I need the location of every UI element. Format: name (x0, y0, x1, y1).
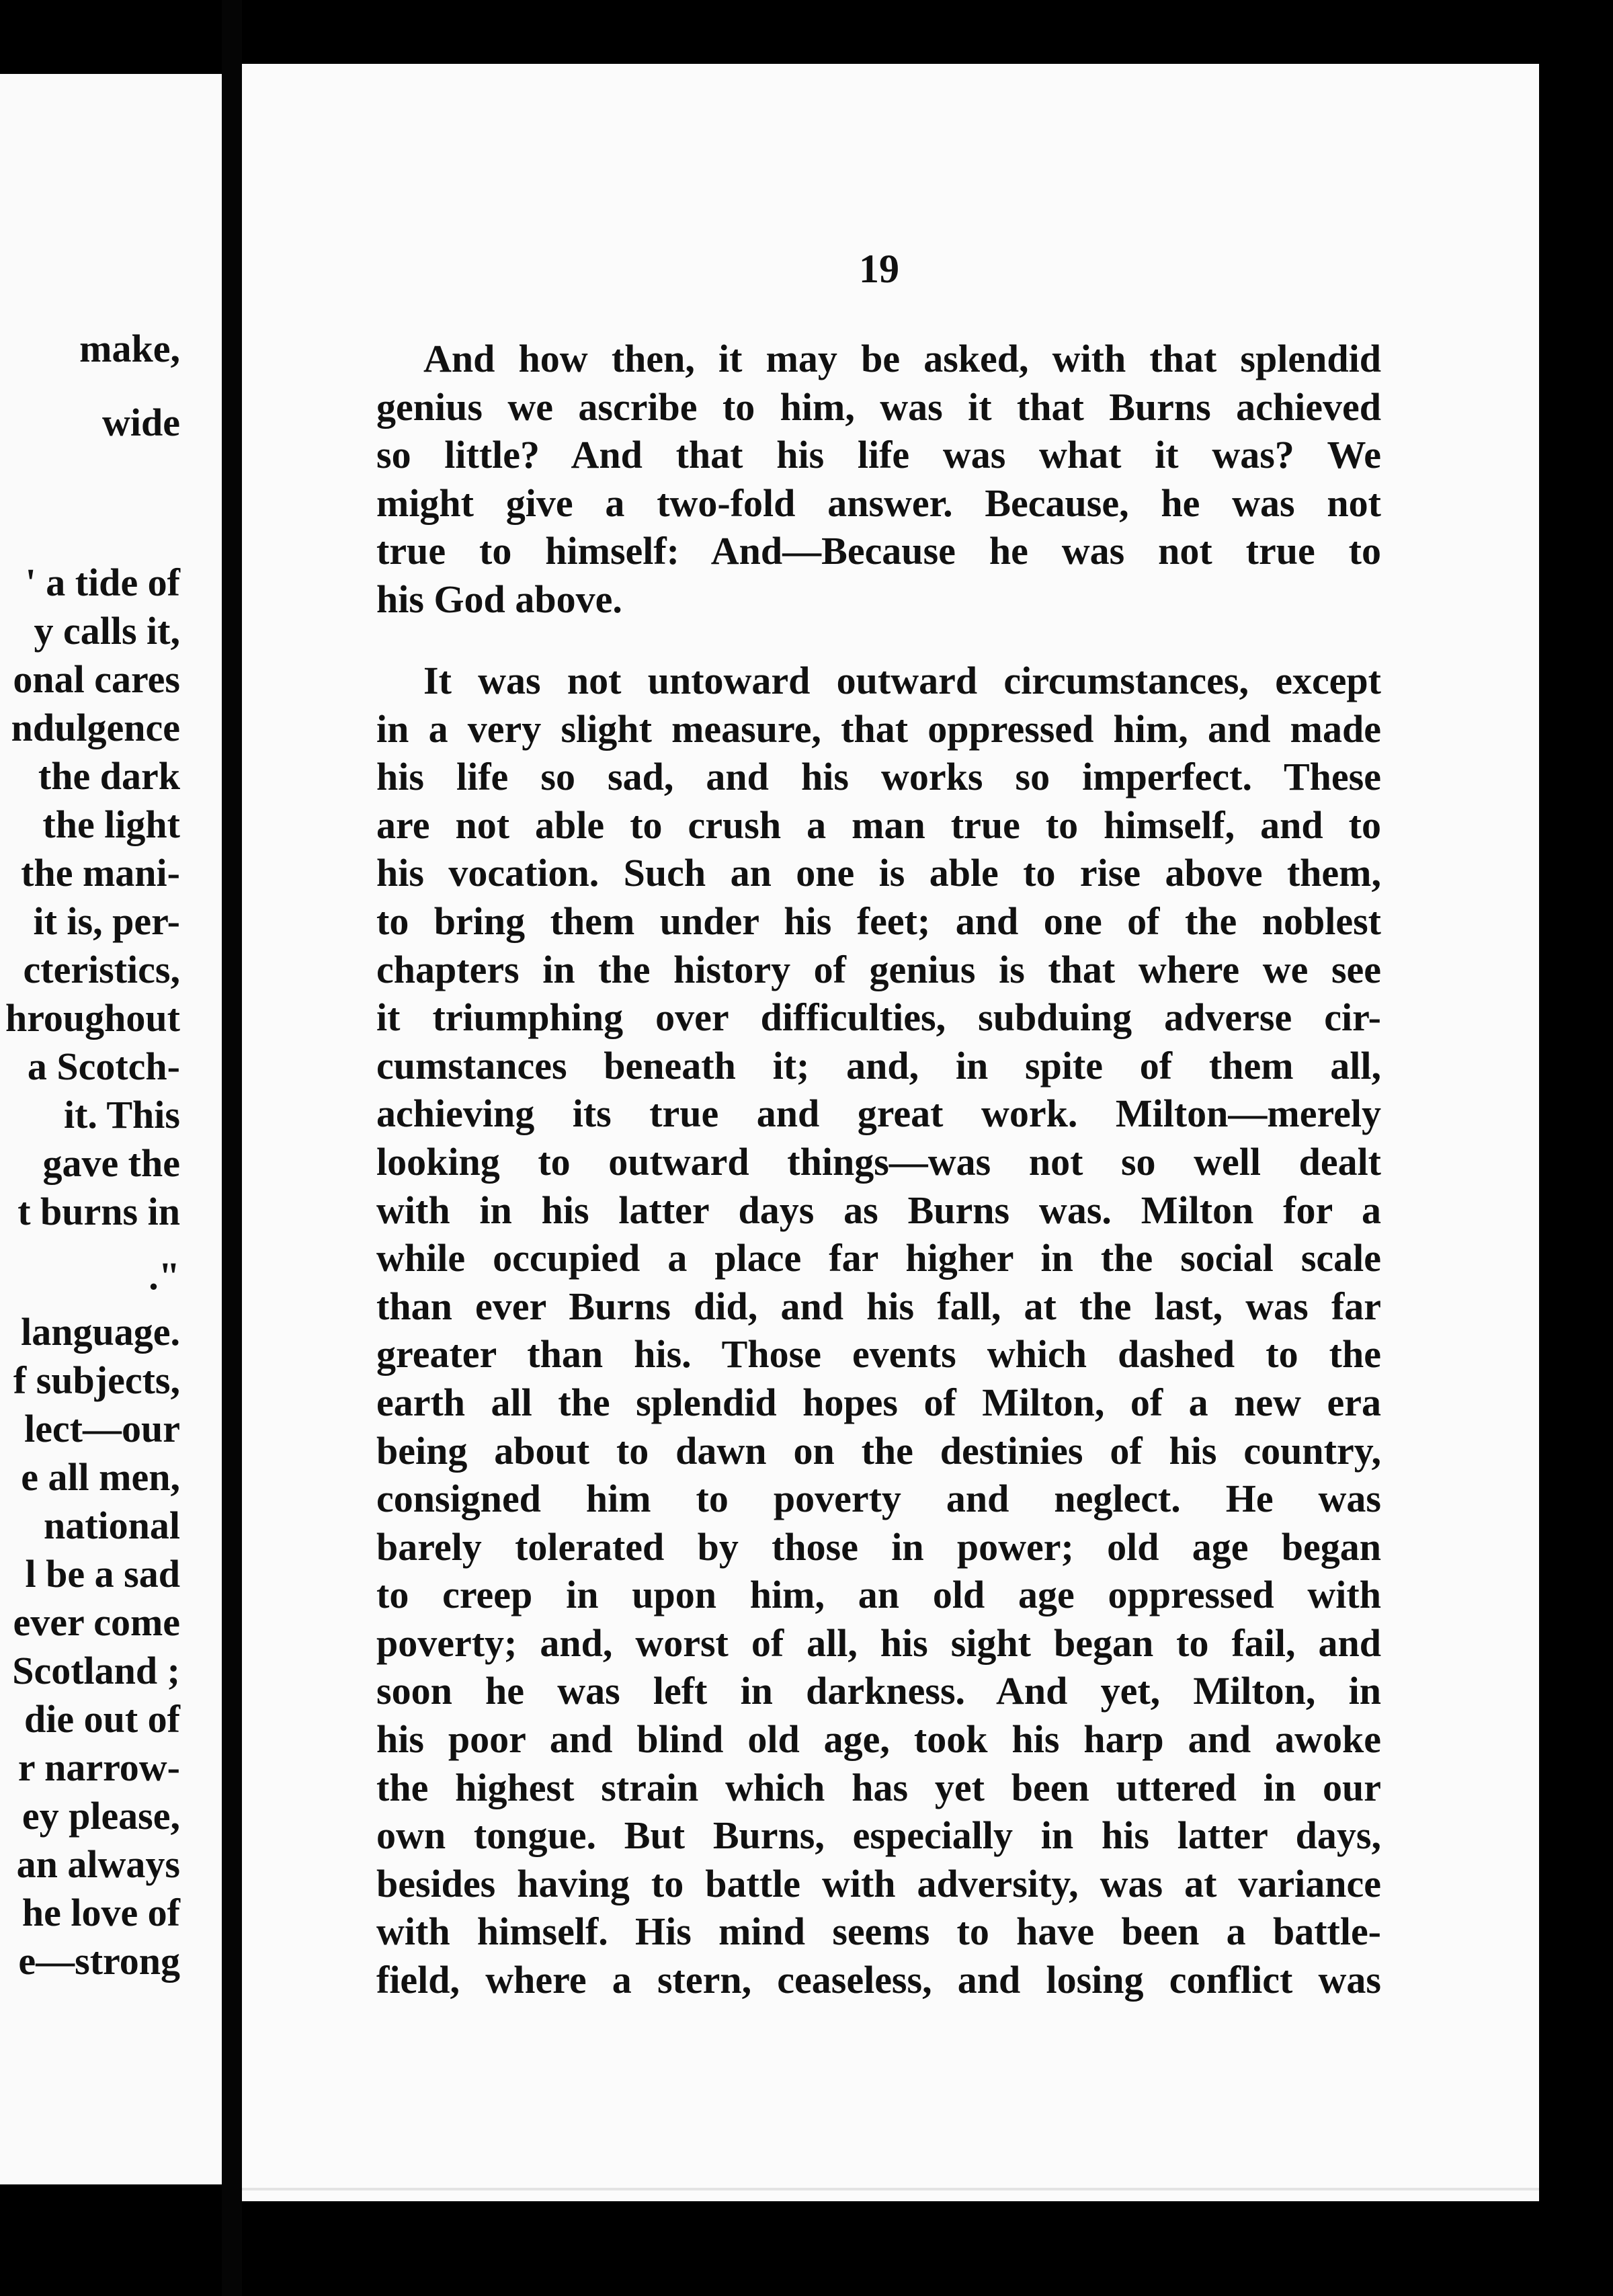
facing-page (0, 74, 222, 2184)
text-line: true to himself: And—Because he was not true to (376, 529, 1381, 573)
facing-page-line: l be a sad (25, 1552, 180, 1596)
facing-page-line: make, (79, 327, 180, 370)
text-line: his vocation. Such an one is able to rise above them, (376, 851, 1381, 895)
page-number: 19 (859, 247, 899, 291)
text-line: It was not untoward outward circumstances, except (423, 659, 1381, 702)
facing-page-line: ndulgence (11, 706, 180, 749)
facing-page-line: the mani- (21, 851, 180, 895)
facing-page-line: hroughout (5, 996, 180, 1040)
text-line: barely tolerated by those in power; old age began (376, 1524, 1381, 1569)
text-line: it triumphing over difficulties, subduing adverse cir- (376, 995, 1381, 1040)
text-line: the highest strain which has yet been uttered in our (376, 1765, 1381, 1809)
facing-page-line: e—strong (18, 1939, 180, 1983)
text-line: to creep in upon him, an old age oppressed with (376, 1573, 1381, 1617)
facing-page-line: gave the (42, 1141, 180, 1185)
text-line: being about to dawn on the destinies of his country, (376, 1428, 1381, 1473)
facing-page-line: cteristics, (23, 948, 180, 991)
text-line: than ever Burns did, and his fall, at the last, was far (376, 1284, 1381, 1328)
text-line: And how then, it may be asked, with that splendid (423, 337, 1381, 380)
facing-page-line: y calls it, (34, 609, 180, 653)
facing-page-line: die out of (24, 1697, 180, 1741)
text-line: looking to outward things—was not so well dealt (376, 1139, 1381, 1184)
text-line: with himself. His mind seems to have been a battle- (376, 1910, 1381, 1954)
facing-page-line: wide (102, 401, 180, 444)
facing-page-line: a Scotch- (27, 1044, 180, 1088)
text-line: his life so sad, and his works so imperfect. These (376, 755, 1381, 799)
facing-page-line: onal cares (13, 657, 180, 701)
facing-page-line: f subjects, (13, 1358, 180, 1402)
text-line: poverty; and, worst of all, his sight began to fail, and (376, 1621, 1381, 1665)
paragraph-1 (376, 335, 1381, 624)
text-line: in a very slight measure, that oppressed him, and made (376, 706, 1381, 751)
text-line: to bring them under his feet; and one of the noblest (376, 899, 1381, 943)
text-line: while occupied a place far higher in the social scale (376, 1236, 1381, 1280)
facing-page-line: r narrow- (17, 1746, 180, 1789)
facing-page-line: ." (149, 1254, 180, 1298)
text-line: are not able to crush a man true to himself, and to (376, 803, 1381, 847)
facing-page-line: it is, per- (33, 899, 180, 943)
facing-page-line: Scotland ; (12, 1649, 180, 1692)
page-bottom-edge (242, 2188, 1539, 2190)
text-line: genius we ascribe to him, was it that Burns achieved (376, 384, 1381, 429)
facing-page-line: e all men, (21, 1455, 180, 1499)
facing-page-line: the dark (38, 754, 180, 798)
facing-page-line: ever come (13, 1600, 180, 1644)
text-line: cumstances beneath it; and, in spite of them all, (376, 1043, 1381, 1088)
facing-page-line: language. (21, 1310, 180, 1354)
facing-page-line: ' a tide of (25, 561, 180, 604)
text-line: soon he was left in darkness. And yet, Milton, in (376, 1669, 1381, 1713)
text-line: own tongue. But Burns, especially in his latter days, (376, 1813, 1381, 1858)
page-gutter (222, 0, 242, 2296)
text-line: his God above. (376, 577, 622, 621)
text-line: earth all the splendid hopes of Milton, of a new era (376, 1380, 1381, 1424)
text-line: so little? And that his life was what it was? We (376, 433, 1381, 477)
facing-page-line: it. This (63, 1093, 180, 1137)
text-line: might give a two-fold answer. Because, he was not (376, 481, 1381, 525)
facing-page-line: ey please, (22, 1794, 180, 1838)
facing-page-line: t burns in (17, 1190, 180, 1233)
text-line: achieving its true and great work. Milton—merely (376, 1092, 1381, 1136)
facing-page-line: an always (16, 1842, 180, 1886)
text-line: field, where a stern, ceaseless, and losing conflict was (376, 1958, 1381, 2002)
text-line: greater than his. Those events which dashed to the (376, 1332, 1381, 1377)
facing-page-line: he love of (22, 1891, 180, 1934)
facing-page-line: national (43, 1504, 180, 1547)
text-line: his poor and blind old age, took his harp and awoke (376, 1717, 1381, 1762)
text-line: chapters in the history of genius is that where we see (376, 947, 1381, 991)
paragraph-2 (376, 657, 1381, 2004)
text-line: besides having to battle with adversity, was at variance (376, 1861, 1381, 1905)
facing-page-line: lect—our (24, 1407, 180, 1450)
facing-page-line: the light (42, 803, 180, 846)
text-line: consigned him to poverty and neglect. He was (376, 1477, 1381, 1521)
text-line: with in his latter days as Burns was. Milton for a (376, 1188, 1381, 1232)
